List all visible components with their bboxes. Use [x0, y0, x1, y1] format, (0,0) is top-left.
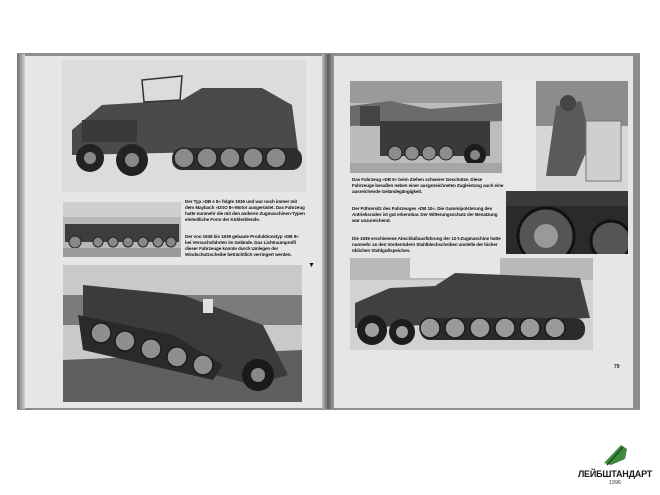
caption-db9-towing — [352, 177, 504, 195]
caption-12t-final — [352, 236, 504, 254]
caption-db9-towing-text: Das Fahrzeug »DB 9« beim Ziehen schwerer Geschütze. Diese Fahrzeuge besaßen neben einer ausgezeichneten Zugleistung auch eine ausreichende Geländegängigkeit. — [352, 177, 504, 194]
caption-db9 — [185, 234, 306, 258]
arrow-down-icon: ▼ — [308, 262, 315, 269]
photo-12t-final-version — [350, 258, 593, 350]
logo-year: 1996 — [608, 480, 622, 486]
caption-12t-final-text: Die 1939 erschienene Abschlußausführung der 12-t-Zugmaschine hatte nunmehr an den Vorderrädern Stahlblechscheiben anstelle der bisher üblichen Stahlgußspeichen. — [352, 236, 501, 253]
photo-db10-driver-seat — [506, 81, 628, 254]
photo-db9-towing — [350, 81, 502, 173]
caption-db10-seat — [352, 206, 504, 224]
logo-brand-name: ЛЕЙБШТАНДАРТ — [577, 469, 653, 479]
caption-db-s8-text: Der Typ »DB s 8« folgte 1936 und war noch immer mit dem Maybach »DSO 8«-Motor ausgerüstet. Das Fahrzeug hatte nunmehr die mit den anderen Zugmaschinen-Typen einheitliche Form der Kühlerblende. — [185, 199, 305, 222]
caption-db10-seat-text: Der Führersitz des Fahrzeuges »DB 10«. Die Gummipolsterung des Antriebsrades ist gut erkennbar. Der Witterungsschutz der Besatzung war unzureichend. — [352, 206, 498, 223]
photo-db9-offroad — [63, 265, 302, 402]
book-gutter — [322, 54, 334, 409]
caption-db-s8 — [185, 199, 306, 223]
flag-emblem-icon — [601, 441, 629, 469]
page-edge — [17, 54, 25, 409]
publisher-logo — [575, 441, 655, 491]
photo-convoy — [63, 202, 181, 257]
photo-db-s8-side — [62, 60, 306, 192]
page-number: 79 — [614, 364, 620, 370]
caption-db9-text: Der von 1938 bis 1939 gebaute Produktionstyp »DB 9« bei Versuchsfahrten im Gelände. Das Lichtraumprofil dieser Fahrzeuge konnte durch Umlegen der Windschutzscheibe beträchtlich verringert werden. — [185, 234, 299, 257]
